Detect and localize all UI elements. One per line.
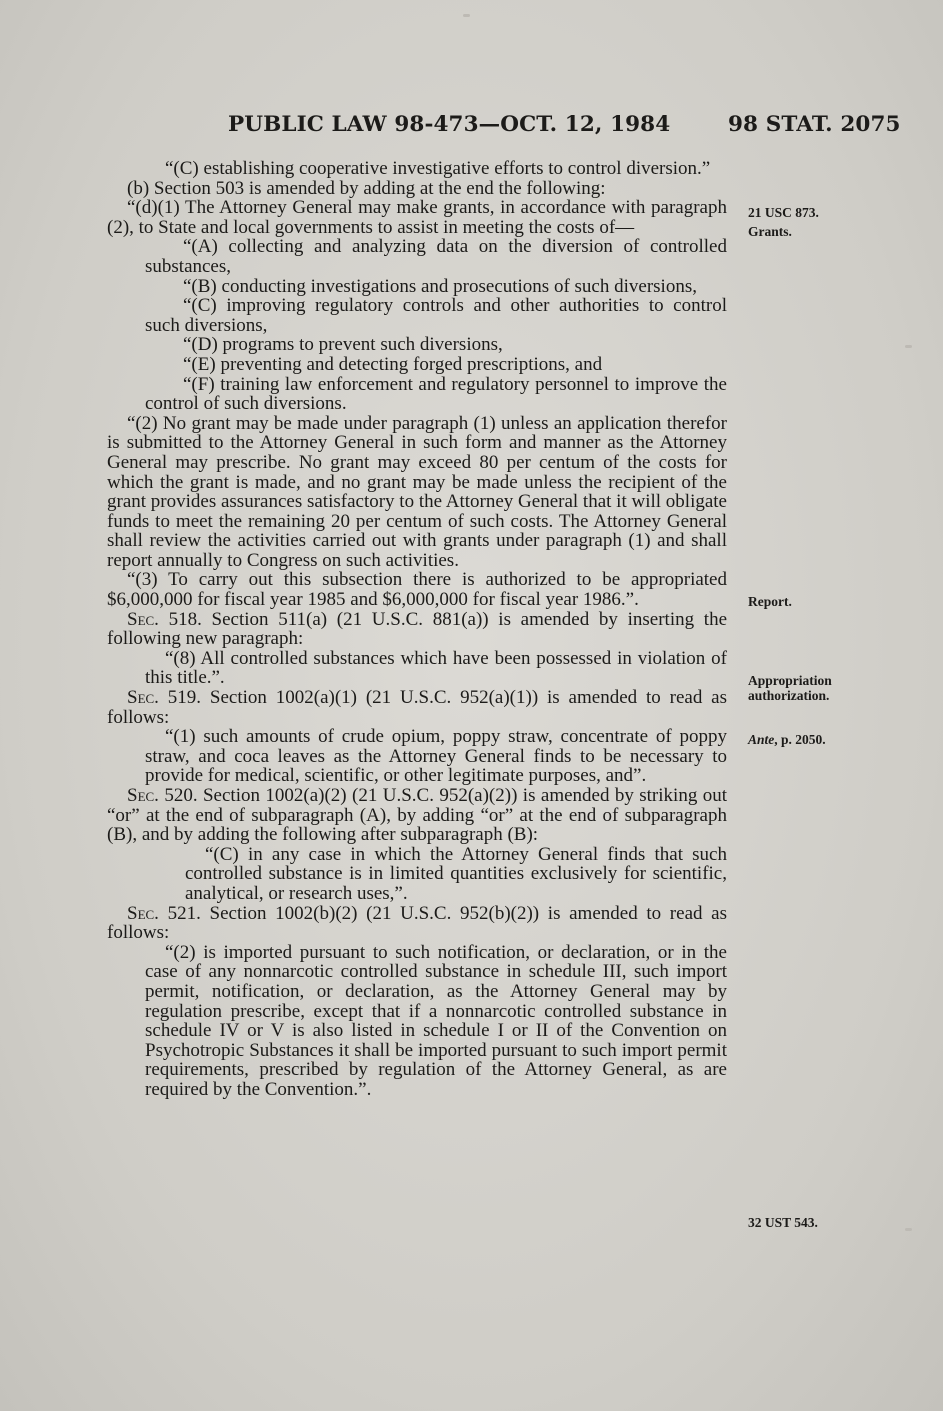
paragraph-item-c-limited: “(C) in any case in which the Attorney General finds that such controlled substance is in limited quantities exclusively for scientific, analytical, or research uses,”. xyxy=(185,843,727,904)
margin-note-authorization: authorization. xyxy=(748,688,830,703)
running-header-stat: 98 STAT. 2075 xyxy=(728,112,901,137)
paragraph-item-f: “(F) training law enforcement and regulatory personnel to improve the control of such diversions. xyxy=(145,373,727,415)
paragraph-item-d: “(D) programs to prevent such diversions, xyxy=(183,334,503,356)
paragraph-d3-appropriation: “(3) To carry out this subsection there is authorized to be appropriated $6,000,000 for fiscal year 1985 and $6,000,000 for fiscal year 1986.”. xyxy=(107,569,727,611)
paragraph-sec-521: Sec. 521. Section 1002(b)(2) (21 U.S.C. 952(b)(2)) is amended to read as follows: xyxy=(107,902,727,944)
margin-note-usc-873: 21 USC 873. xyxy=(748,205,819,220)
paragraph-sec-519: Sec. 519. Section 1002(a)(1) (21 U.S.C. 952(a)(1)) is amended to read as follows: xyxy=(107,687,727,728)
margin-note-ante: Ante, p. 2050. xyxy=(748,732,826,747)
paragraph-d2-application: “(2) No grant may be made under paragraph (1) unless an application therefor is submitted to the Attorney General in such form and manner as the Attorney General may prescribe. No grant may exceed 80 per centum of the costs for which the grant is made, and no grant may be made unless the recipient of the grant provides assurances satisfactory to the Attorney General that it will obligate funds to meet the remaining 20 per centum of such costs. The Attorney General shall review the activities carried out with grants under paragraph (1) and shall report annually to Congress on such activities. xyxy=(107,412,727,571)
margin-note-report: Report. xyxy=(748,594,792,609)
paragraph-sec-520: Sec. 520. Section 1002(a)(2) (21 U.S.C. 952(a)(2)) is amended by striking out “or” at the end of subparagraph (A), by adding “or” at the end of subparagraph (B), and by adding the following after subparagraph (B): xyxy=(107,785,727,846)
paragraph-item-e: “(E) preventing and detecting forged prescriptions, and xyxy=(183,353,603,375)
paragraph-sec-518: Sec. 518. Section 511(a) (21 U.S.C. 881(a)) is amended by inserting the following new paragraph: xyxy=(107,608,727,650)
scan-speck xyxy=(905,1228,912,1231)
paragraph-item-c: “(C) improving regulatory controls and other authorities to control such diversions, xyxy=(145,295,727,336)
paragraph-item-1-opium: “(1) such amounts of crude opium, poppy straw, concentrate of poppy straw, and coca leaves as the Attorney General finds to be necessary to provide for medical, scientific, or other legitimate purposes, and”. xyxy=(145,726,727,787)
margin-note-ust-543: 32 UST 543. xyxy=(748,1215,818,1230)
paragraph-item-8: “(8) All controlled substances which have been possessed in violation of this title.”. xyxy=(145,647,727,689)
section-label: Sec. xyxy=(127,608,159,630)
margin-note-appropriation: Appropriation xyxy=(748,673,832,688)
running-header-title: PUBLIC LAW 98-473—OCT. 12, 1984 xyxy=(228,112,671,137)
statute-body-text xyxy=(107,159,727,1100)
paragraph-subsection-b: (b) Section 503 is amended by adding at the end the following: xyxy=(127,177,606,199)
paragraph-item-a: “(A) collecting and analyzing data on the diversion of controlled substances, xyxy=(145,236,727,277)
paragraph-item-b: “(B) conducting investigations and prosecutions of such diversions, xyxy=(183,275,697,297)
paragraph-d1-grants: “(d)(1) The Attorney General may make grants, in accordance with paragraph (2), to State and local governments to assist in meeting the costs of— xyxy=(107,197,727,238)
section-label: Sec. xyxy=(127,687,159,709)
scan-speck xyxy=(905,345,912,348)
paragraph-control-diversion: “(C) establishing cooperative investigative efforts to control diversion.” xyxy=(165,158,711,179)
section-label: Sec. xyxy=(127,785,159,806)
paragraph-item-2-imported: “(2) is imported pursuant to such notification, or declaration, or in the case of any nonnarcotic controlled substance in schedule III, such import permit, notification, or declaration, as the Attorney General may by regulation prescribe, except that if a nonnarcotic controlled substance in schedule IV or V is also listed in schedule I or II of the Convention on Psychotropic Substances it shall be imported pursuant to such import permit requirements, prescribed by regulation of the Attorney General, as are required by the Convention.”. xyxy=(145,941,727,1100)
scan-speck xyxy=(463,14,470,17)
margin-note-grants: Grants. xyxy=(748,224,792,239)
section-label: Sec. xyxy=(127,902,159,924)
